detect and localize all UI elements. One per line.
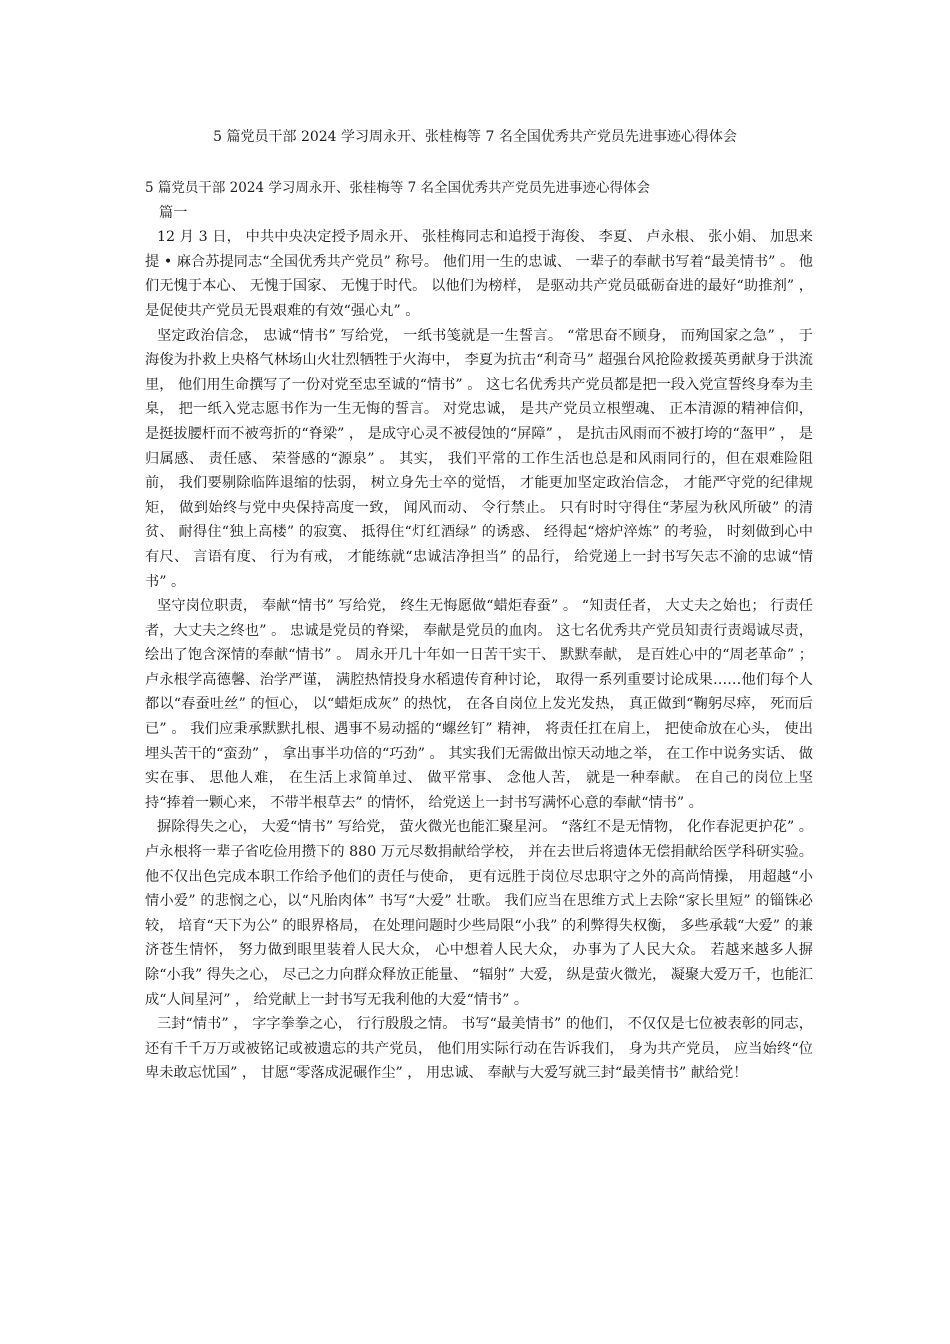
- paragraph-4: 摒除得失之心， 大爱“情书” 写给党， 萤火微光也能汇聚星河。 “落红不是无情物， 化作春泥更护花” 。 卢永根将一辈子省吃俭用攒下的 880 万元尽数捐献给学校， 并在去世后将遗体无偿捐献给医学科研实验。 他不仅出色完成本职工作给予他们的责任与使命， 更有远胜于岗位尽忠职守之外的高尚情操， 用超越“小情小爱” 的悲悯之心，以“凡胎肉体” 书写“大爱” 壮歌。 我们应当在思维方式上去除“家长里短” 的锱铢必较， 培育“天下为公” 的眼界格局， 在处理问题时少些局限“小我” 的利弊得失权衡， 多些承载“大爱” 的兼济苍生情怀， 努力做到眼里装着人民大众， 心中想着人民大众， 办事为了人民大众。 若越来越多人摒除“小我” 得失之心， 尽己之力向群众释放正能量、 “辐射” 大爱， 纵是萤火微光， 凝聚大爱万千，也能汇成“人间星河” ， 给党献上一封书写无我利他的大爱“情书” 。: [145, 819, 813, 1008]
- section-label: 篇一: [159, 204, 188, 221]
- paragraph-3: 坚守岗位职责， 奉献“情书” 写给党， 终生无悔愿做“蜡炬春蚕” 。 “知责任者， 大丈夫之始也； 行责任者，大丈夫之终也” 。 忠诚是党员的脊梁， 奉献是党员的血肉。 这七名优秀共产党员知责行责竭诚尽责， 绘出了饱含深情的奉献“情书” 。 周永开几十年如一日苦干实干、 默默奉献， 是百姓心中的“周老革命” ； 卢永根学高德馨、治学严谨， 满腔热情投身水稻遗传育种讨论， 取得一系列重要讨论成果……他们每个人都以“春蚕吐丝” 的恒心， 以“蜡炬成灰” 的热忱， 在各自岗位上发光发热， 真正做到“鞠躬尽瘁， 死而后已” 。 我们应秉承默默扎根、遇事不易动摇的“螺丝钉” 精神， 将责任扛在肩上， 把使命放在心头， 使出埋头苦干的“蛮劲” ， 拿出事半功倍的“巧劲” 。 其实我们无需做出惊天动地之举， 在工作中说务实话、 做实在事、 思他人难， 在生活上求简单过、 做平常事、 念他人苦， 就是一种奉献。 在自己的岗位上坚持“捧着一颗心来， 不带半根草去” 的情怀， 给党送上一封书写满怀心意的奉献“情书” 。: [145, 598, 813, 811]
- paragraph-5: 三封“情书” ， 字字拳拳之心， 行行殷殷之情。 书写“最美情书” 的他们， 不仅仅是七位被表彰的同志， 还有千千万万或被铭记或被遗忘的共产党员， 他们用实际行动在告诉我们， 身为共产党员， 应当始终“位卑未敢忘忧国” ， 甘愿“零落成泥碾作尘” ， 用忠诚、 奉献与大爱写就三封“最美情书” 献给党！: [145, 1016, 813, 1082]
- document-title: 5 篇党员干部 2024 学习周永开、张桂梅等 7 名全国优秀共产党员先进事迹心得体会: [213, 129, 737, 145]
- paragraph-1: 12 月 3 日， 中共中央决定授予周永开、 张桂梅同志和追授于海俊、 李夏、 卢永根、 张小娟、 加思来提 • 麻合苏提同志“全国优秀共产党员” 称号。 他们用一生的忠诚、 一辈子的奉献书写着“最美情书” 。 他们无愧于本心、 无愧于国家、 无愧于时代。 以他们为榜样， 是驱动共产党员砥砺奋进的最好“助推剂” ， 是促使共产党员无畏艰难的有效“强心丸” 。: [145, 229, 813, 319]
- document-body: [145, 176, 813, 1086]
- paragraph-2: 坚定政治信念， 忠诚“情书” 写给党， 一纸书笺就是一生誓言。 “常思奋不顾身， 而殉国家之急” ， 于海俊为扑救上央格气林场山火壮烈牺牲于火海中， 李夏为抗击“利奇马” 超强台风抢险救援英勇献身于洪流里， 他们用生命撰写了一份对党至忠至诚的“情书” 。 这七名优秀共产党员都是把一段入党宣誓终身奉为圭臬， 把一纸入党志愿书作为一生无悔的誓言。 对党忠诚， 是共产党员立根塑魂、 正本清源的精神信仰， 是挺拔腰杆而不被弯折的“脊梁” ， 是成守心灵不被侵蚀的“屏障” ， 是抗击风雨而不被打垮的“盔甲” ， 是归属感、 责任感、 荣誉感的“源泉” 。 其实， 我们平常的工作生活也总是和风雨同行的，但在艰难险阻前， 我们要剔除临阵退缩的怯弱， 树立身先士卒的觉悟， 才能更加坚定政治信念， 才能严守党的纪律规矩， 做到始终与党中央保持高度一致， 闻风而动、 令行禁止。 只有时时守得住“茅屋为秋风所破” 的清贫、 耐得住“独上高楼” 的寂寞、 抵得住“灯红酒绿” 的诱惑、 经得起“熔炉淬炼” 的考验， 时刻做到心中有尺、 言语有度、 行为有戒， 才能练就“忠诚洁净担当” 的品行， 给党递上一封书写矢志不渝的忠诚“情书” 。: [145, 327, 813, 590]
- document-subtitle: 5 篇党员干部 2024 学习周永开、张桂梅等 7 名全国优秀共产党员先进事迹心得体会: [145, 180, 650, 196]
